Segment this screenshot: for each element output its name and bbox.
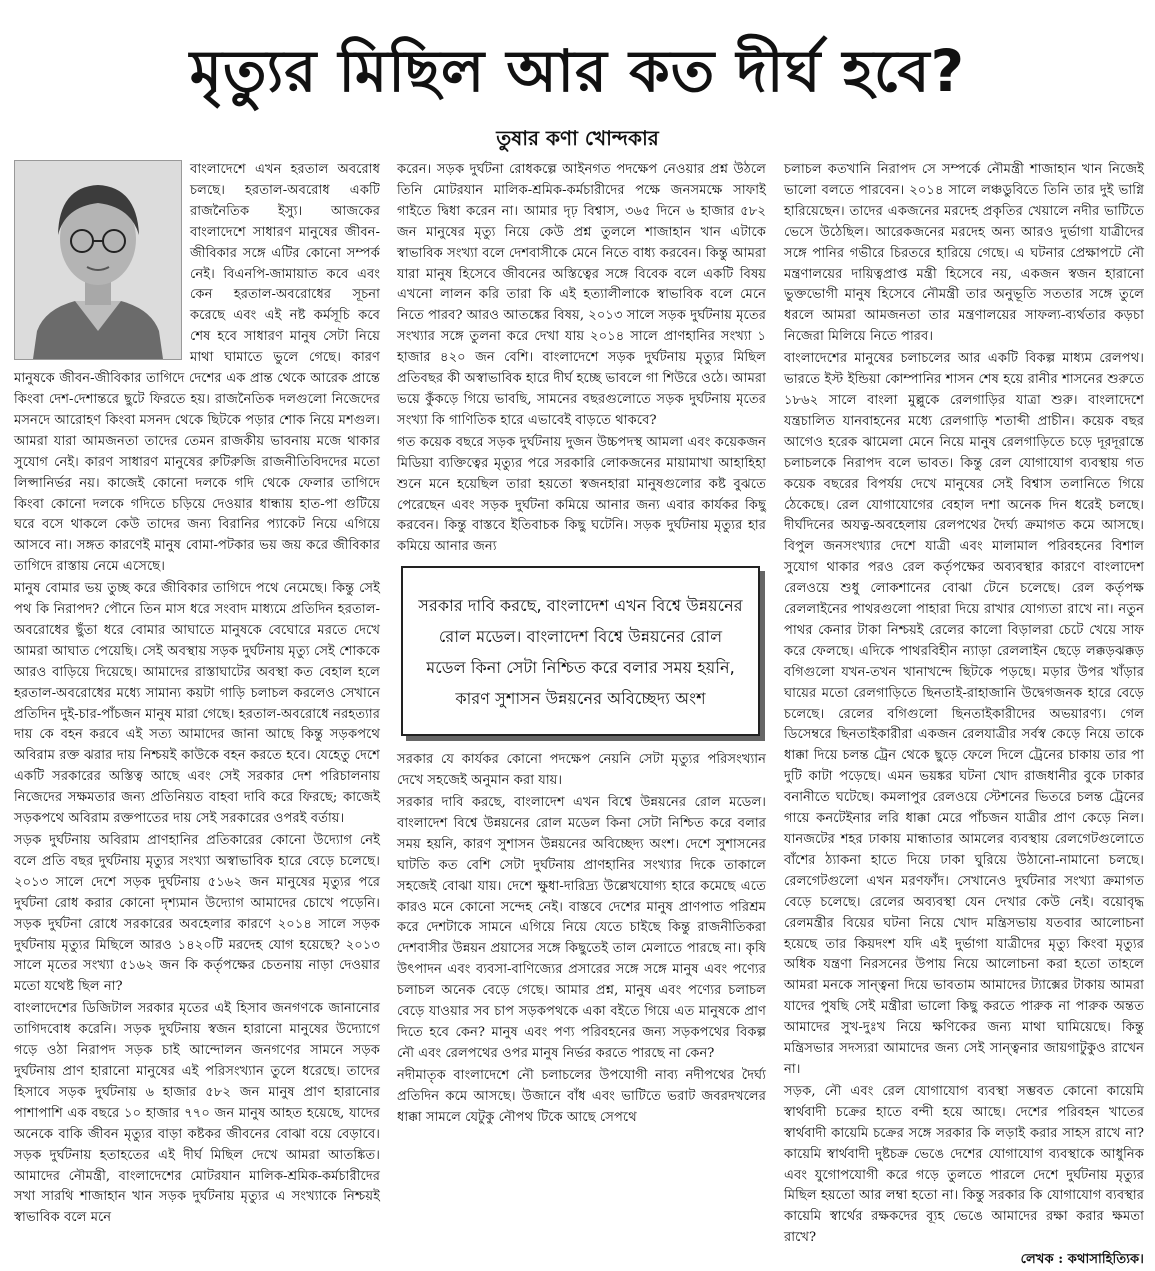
- pull-quote-text: সরকার দাবি করছে, বাংলাদেশ এখন বিশ্বে উন্নয়নের রোল মডেল। বাংলাদেশ বিশ্বে উন্নয়নের রোল মডেল কিনা সেটা নিশ্চিত করে বলার সময় হয়নি, কারণ সুশাসন উন্নয়নের অবিচ্ছেদ্য অংশ: [418, 596, 743, 709]
- paragraph: সরকার যে কার্যকর কোনো পদক্ষেপ নেয়নি সেটা মৃত্যুর পরিসংখ্যান দেখে সহজেই অনুমান করা যায়।: [397, 752, 766, 789]
- headline: মৃত্যুর মিছিল আর কত দীর্ঘ হবে?: [189, 37, 966, 105]
- paragraph: সড়ক, নৌ এবং রেল যোগাযোগ ব্যবস্থা সম্ভবত কোনো কায়েমি স্বার্থবাদী চক্রের হাতে বন্দী হয়ে আছে। দেশের পরিবহন খাতের স্বার্থবাদী কায়েমি চক্রের সঙ্গে সরকার কি লড়াই করার সাহস রাখে না? কায়েমি স্বার্থবাদী দুষ্টচক্র ভেঙে দেশের যোগাযোগ ব্যবস্থাকে আধুনিক এবং যুগোপযোগী করে গড়ে তুলতে পারলে দেশে দুর্ঘটনায় মৃত্যুর মিছিল হয়তো আর লম্বা হতো না। কিন্তু সরকার কি যোগাযোগ ব্যবস্থার কায়েমি স্বার্থের রক্ষকদের ব্যূহ ভেঙে আমাদের রক্ষা করার ক্ষমতা রাখে?: [784, 1083, 1144, 1246]
- author-note: লেখক : কথাসাহিত্যিক।: [1020, 1252, 1144, 1268]
- paragraph: গত কয়েক বছরে সড়ক দুর্ঘটনায় দুজন উচ্চপদস্থ আমলা এবং কয়েকজন মিডিয়া ব্যক্তিত্বের মৃত্যুর পরে সরকারি লোকজনের মায়ামাখা আহাহিহা শুনে মনে হয়েছিল তারা হয়তো স্বজনহারা মানুষগুলোর কষ্ট বুঝতে পেরেছেন এবং সড়ক দুর্ঘটনা কমিয়ে আনার জন্য এবার কার্যকর কিছু করবেন। কিন্তু বাস্তবে ইতিবাচক কিছু ঘটেনি। সড়ক দুর্ঘটনায় মৃত্যুর হার কমিয়ে আনার জন্য: [397, 434, 766, 555]
- paragraph: বাংলাদেশের মানুষের চলাচলের আর একটি বিকল্প মাধ্যম রেলপথ। ভারতে ইস্ট ইন্ডিয়া কোম্পানির শাসন শেষ হয়ে রানীর শাসনের শুরুতে ১৮৬২ সালে বাংলা মুল্লুকে রেলগাড়ির যাত্রা শুরু। বাংলাদেশে যন্ত্রচালিত যানবাহনের মধ্যে রেলগাড়ি শতাব্দী প্রাচীন। কয়েক বছর আগেও হরেক ঝামেলা মেনে নিয়ে মানুষ রেলগাড়িতে চড়ে দূরদূরান্তে চলাচলকে নিরাপদ বলে ভাবত। কিন্তু রেল যোগাযোগ ব্যবস্থায় গত কয়েক বছরের বিপর্যয় দেখে মানুষের সেই বিশ্বাস তলানিতে গিয়ে ঠেকেছে। রেল যোগাযোগের বেহাল দশা অনেক দিন ধরেই চলছে। দীর্ঘদিনের অযত্ন-অবহেলায় রেলপথের দৈর্ঘ্য ক্রমাগত কমে আসছে। বিপুল জনসংখ্যার দেশে যাত্রী এবং মালামাল পরিবহনের বিশাল সুযোগ থাকার পরও রেল কর্তৃপক্ষের অব্যবস্থার কারণে বাংলাদেশ রেলওয়ে শুধু লোকশানের বোঝা টেনে চলেছে। রেল কর্তৃপক্ষ রেললাইনের পাথরগুলো পাহারা দিয়ে রাখার যোগ্যতা রাখে না। নতুন পাথর কেনার টাকা নিশ্চয়ই রেলের কালো বিড়ালরা চেটে খেয়ে সাফ করে ফেলছে। এদিকে পাথরবিহীন ন্যাড়া রেললাইন ছেড়ে লক্কড়ঝক্কড় বগিগুলো যখন-তখন খানাখন্দে ছিটকে পড়ছে। মড়ার উপর খাঁড়ার ঘায়ের মতো রেলগাড়িতে ছিনতাই-রাহাজানি উদ্বেগজনক হারে বেড়ে চলেছে। রেলের বগিগুলো ছিনতাইকারীদের অভয়ারণ্য। গেল ডিসেম্বরে ছিনতাইকারীরা একজন রেলযাত্রীর সর্বস্ব কেড়ে নিয়ে তাকে ধাক্কা দিয়ে চলন্ত ট্রেন থেকে ছুড়ে ফেলে দিলে ট্রেনের চাকায় তার পা দুটি কাটা পড়েছে। এমন ভয়ঙ্কর ঘটনা খোদ রাজধানীর বুকে ঢাকার বনানীতে ঘটেছে। কমলাপুর রেলওয়ে স্টেশনের ভিতরে চলন্ত ট্রেনের গায়ে কনটেইনার লরি ধাক্কা মেরে পাঁচজন যাত্রীর প্রাণ কেড়ে নিল। যানজটের শহর ঢাকায় মান্ধাতার আমলের ব্যবস্থায় রেলগেটগুলোতে বাঁশের ঠ্যাকনা হাতে দিয়ে ঢাকা ঘুরিয়ে উঠানো-নামানো চলছে। রেলগেটগুলো এখন মরণফাঁদ। সেখানেও দুর্ঘটনার সংখ্যা ক্রমাগত বেড়ে চলেছে। রেলের অব্যবস্থা যেন দেখার কেউ নেই। বয়োবৃদ্ধ রেলমন্ত্রীর বিয়ের ঘটনা নিয়ে খোদ মন্ত্রিসভায় যতবার আলোচনা হয়েছে তার কিয়দংশ যদি এই দুর্ভাগা যাত্রীদের মৃত্যু কিংবা মৃত্যুর অধিক যন্ত্রণা নিরসনের উপায় নিয়ে আলোচনা করা হতো তাহলে আমরা মনকে সান্ত্বনা দিয়ে ভাবতাম আমাদের ট্যাক্সের টাকায় আমরা যাদের পুষছি সেই মন্ত্রীরা ভালো কিছু করতে পারুক না পারুক অন্তত আমাদের সুখ-দুঃখ নিয়ে ক্ষণিকের জন্য মাথা ঘামিয়েছে। কিন্তু মন্ত্রিসভার সদস্যরা আমাদের জন্য সেই সান্ত্বনার জায়গাটুকুও রাখেন না।: [784, 351, 1144, 1077]
- paragraph: চলাচল কতখানি নিরাপদ সে সম্পর্কে নৌমন্ত্রী শাজাহান খান নিজেই ভালো বলতে পারবেন। ২০১৪ সালে লঞ্চডুবিতে তিনি তার দুই ভাগ্নি হারিয়েছেন। তাদের একজনের মরদেহ প্রকৃতির খেয়ালে নদীর ভাটিতে ভেসে উঠেছিল। আরেকজনের মরদেহ অন্য আরও দুর্ভাগা যাত্রীদের সঙ্গে পানির গভীরে চিরতরে হারিয়ে গেছে। এ ঘটনার প্রেক্ষাপটে নৌ মন্ত্রণালয়ের দায়িত্বপ্রাপ্ত মন্ত্রী হিসেবে নয়, একজন স্বজন হারানো ভুক্তভোগী মানুষ হিসেবে নৌমন্ত্রী তার অনুভূতি সততার সঙ্গে তুলে ধরলে আমরা আমজনতা তার মন্ত্রণালয়ের সাফল্য-ব্যর্থতার কড়চা নিজেরা মিলিয়ে নিতে পারব।: [784, 162, 1144, 345]
- paragraph: বাংলাদেশের ডিজিটাল সরকার মৃতের এই হিসাব জনগণকে জানানোর তাগিদবোধ করেনি। সড়ক দুর্ঘটনায় স্বজন হারানো মানুষের উদ্যোগে গড়ে ওঠা নিরাপদ সড়ক চাই আন্দোলন জনগণের সামনে সড়ক দুর্ঘটনায় প্রাণ হারানো মানুষের এই পরিসংখ্যান তুলে ধরেছে। তাদের হিসাবে সড়ক দুর্ঘটনায় ৬ হাজার ৫৮২ জন মানুষ প্রাণ হারানোর পাশাপাশি এক বছরে ১০ হাজার ৭৭০ জন মানুষ আহত হয়েছে, যাদের অনেকে বাকি জীবন মৃত্যুর বাড়া কষ্টকর জীবনের বোঝা বয়ে বেড়াবে। সড়ক দুর্ঘটনায় হতাহতের এই দীর্ঘ মিছিল দেখে আমরা আতঙ্কিত। আমাদের নৌমন্ত্রী, বাংলাদেশের মোটরযান মালিক-শ্রমিক-কর্মচারীদের সখা সারথি শাজাহান খান সড়ক দুর্ঘটনায় মৃত্যুর এ সংখ্যাকে নিশ্চয়ই স্বাভাবিক বলে মনে: [14, 1001, 380, 1226]
- paragraph: করেন। সড়ক দুর্ঘটনা রোধকল্পে আইনগত পদক্ষেপ নেওয়ার প্রশ্ন উঠলে তিনি মোটরযান মালিক-শ্রমিক-কর্মচারীদের পক্ষে জনসমক্ষে সাফাই গাইতে দ্বিধা করেন না। আমার দৃঢ় বিশ্বাস, ৩৬৫ দিনে ৬ হাজার ৫৮২ জন মানুষের মৃত্যু নিয়ে কেউ প্রশ্ন তুললে শাজাহান খান এটাকে স্বাভাবিক সংখ্যা বলে দেশবাসীকে মেনে নিতে বাধ্য করবেন। কিন্তু আমরা যারা মানুষ হিসেবে জীবনের অস্তিত্বের সঙ্গে বিবেক বলে একটি বিষয় এখনো লালন করি তারা কি এই হত্যালীলাকে স্বাভাবিক বলে মেনে নিতে পারব? আরও আতঙ্কের বিষয়, ২০১৩ সালে সড়ক দুর্ঘটনায় মৃতের সংখ্যার সঙ্গে তুলনা করে দেখা যায় ২০১৪ সালে প্রাণহানির সংখ্যা ১ হাজার ৪২০ জন বেশি। বাংলাদেশে সড়ক দুর্ঘটনায় মৃত্যুর মিছিল প্রতিবছর কী অস্বাভাবিক হারে দীর্ঘ হচ্ছে ভাবলে গা শিউরে ওঠে। আমরা ভয়ে কুঁকড়ে গিয়ে ভাবছি, সামনের বছরগুলোতে সড়ক দুর্ঘটনায় মৃতের সংখ্যা কি গাণিতিক হারে এভাবেই বাড়তে থাকবে?: [397, 162, 766, 428]
- pull-quote: [401, 566, 760, 736]
- column-2: [397, 160, 766, 1168]
- column-3: [784, 160, 1144, 1268]
- paragraph: সরকার দাবি করছে, বাংলাদেশ এখন বিশ্বে উন্নয়নের রোল মডেল। বাংলাদেশ বিশ্বে উন্নয়নের রোল মডেল কিনা সেটা নিশ্চিত করে বলার সময় হয়নি, কারণ সুশাসন উন্নয়নের অবিচ্ছেদ্য অংশ। দেশে সুশাসনের ঘাটতি কত বেশি সেটা দুর্ঘটনায় প্রাণহানির সংখ্যার দিকে তাকালে সহজেই বোঝা যায়। দেশে ক্ষুধা-দারিদ্র্য উল্লেখযোগ্য হারে কমেছে এতে কারও মনে কোনো সন্দেহ নেই। বাস্তবে দেশের মানুষ প্রাণপাত পরিশ্রম করে দেশটাকে সামনে এগিয়ে নিয়ে যেতে চাইছে কিন্তু রাজনীতিকরা দেশবাসীর উন্নয়ন প্রয়াসের সঙ্গে কিছুতেই তাল মেলাতে পারছে না। কৃষি উৎপাদন এবং ব্যবসা-বাণিজ্যের প্রসারের সঙ্গে সঙ্গে মানুষ এবং পণ্যের চলাচল অনেক বেড়ে গেছে। আমার প্রশ্ন, মানুষ এবং পণ্যের চলাচল বেড়ে যাওয়ার সব চাপ সড়কপথকে একা বইতে গিয়ে এত মানুষকে প্রাণ দিতে হবে কেন? মানুষ এবং পণ্য পরিবহনের জন্য সড়কপথের বিকল্প নৌ এবং রেলপথের ওপর মানুষ নির্ভর করতে পারছে না কেন?: [397, 795, 766, 1061]
- column-1: [14, 160, 380, 1226]
- author-photo: [14, 160, 182, 360]
- paragraph: বাংলাদেশে এখন হরতাল অবরোধ চলছে। হরতাল-অবরোধ একটি রাজনৈতিক ইস্যু। আজকের বাংলাদেশে সাধারণ মানুষের জীবন-জীবিকার সঙ্গে এটির কোনো সম্পর্ক নেই। বিএনপি-জামায়াত কবে এবং কেন হরতাল-অবরোধের সূচনা করেছে এবং এই নষ্ট কর্মসূচি কবে শেষ হবে সাধারণ মানুষ সেটা নিয়ে মাথা ঘামাতে ভুলে গেছে। কারণ মানুষকে জীবন-জীবিকার তাগিদে দেশের এক প্রান্ত থেকে আরেক প্রান্তে কিংবা দেশ-দেশান্তরে ছুটে ফিরতে হয়। রাজনৈতিক দলগুলো নিজেদের মসনদে আরোহণ কিংবা মসনদ থেকে ছিটকে পড়ার শোক নিয়ে মশগুল। আমরা যারা আমজনতা তাদের তেমন রাজকীয় ভাবনায় মজে থাকার সুযোগ নেই। কারণ সাধারণ মানুষের রুটিরুজি রাজনীতিবিদদের মতো লিপ্সানির্ভর নয়। কাজেই কোনো দলকে গদি থেকে ফেলার তাগিদে কিংবা কোনো দলকে গদিতে চড়িয়ে দেওয়ার ধান্ধায় হাত-পা গুটিয়ে ঘরে বসে থাকলে কেউ তাদের জন্য বিরানির প্যাকেট নিয়ে এগিয়ে আসবে না। সঙ্গত কারণেই মানুষ বোমা-পটকার ভয় জয় করে জীবিকার তাগিদে রাস্তায় নেমে এসেছে।: [14, 162, 380, 575]
- byline: তুষার কণা খোন্দকার: [496, 126, 659, 150]
- paragraph: নদীমাতৃক বাংলাদেশে নৌ চলাচলের উপযোগী নাব্য নদীপথের দৈর্ঘ্য প্রতিদিন কমে আসছে। উজানে বাঁধ এবং ভাটিতে ভরাট জবরদখলের ধাক্কা সামলে যেটুকু নৌপথ টিকে আছে সেপথে: [397, 1067, 766, 1125]
- paragraph: মানুষ বোমার ভয় তুচ্ছ করে জীবিকার তাগিদে পথে নেমেছে। কিন্তু সেই পথ কি নিরাপদ? পৌনে তিন মাস ধরে সংবাদ মাধ্যমে প্রতিদিন হরতাল-অবরোধের ছুঁতা ধরে বোমার আঘাতে মানুষকে বেঘোরে মরতে দেখে আমরা আঘাত পেয়েছি। সেই অবস্থায় সড়ক দুর্ঘটনায় মৃত্যু সেই শোককে আরও বাড়িয়ে দিয়েছে। আমাদের রাস্তাঘাটের অবস্থা কত বেহাল হলে হরতাল-অবরোধের মধ্যে সামান্য কয়টা গাড়ি চলাচল করলেও সেখানে প্রতিদিন দুই-চার-পাঁচজন মানুষ মারা গেছে। হরতাল-অবরোধে নরহত্যার দায় কে বহন করবে এই সত্য আমাদের জানা আছে কিন্তু সড়কপথে অবিরাম রক্ত ঝরার দায় নিশ্চয়ই কাউকে বহন করতে হবে। যেহেতু দেশে একটি সরকারের অস্তিত্ব আছে এবং সেই সরকার দেশ পরিচালনায় নিজেদের সক্ষমতার জন্য প্রতিনিয়ত বাহবা দাবি করে ফিরছে; কাজেই সড়কপথে অবিরাম রক্তপাতের দায় সেই সরকারের ওপরই বর্তায়।: [14, 581, 380, 827]
- paragraph: সড়ক দুর্ঘটনায় অবিরাম প্রাণহানির প্রতিকারের কোনো উদ্যোগ নেই বলে প্রতি বছর দুর্ঘটনায় মৃত্যুর সংখ্যা অস্বাভাবিক হারে বেড়ে চলেছে। ২০১৩ সালে দেশে সড়ক দুর্ঘটনায় ৫১৬২ জন মানুষের মৃত্যুর পরে দুর্ঘটনা রোধ করার কোনো দৃশ্যমান উদ্যোগ আমাদের চোখে পড়েনি। সড়ক দুর্ঘটনা রোধে সরকারের অবহেলার কারণে ২০১৪ সালে সড়ক দুর্ঘটনায় মৃত্যুর মিছিলে আরও ১৪২০টি মরদেহ যোগ হয়েছে? ২০১৩ সালে মৃতের সংখ্যা ৫১৬২ জন কি কর্তৃপক্ষের চেতনায় নাড়া দেওয়ার মতো যথেষ্ট ছিল না?: [14, 833, 380, 995]
